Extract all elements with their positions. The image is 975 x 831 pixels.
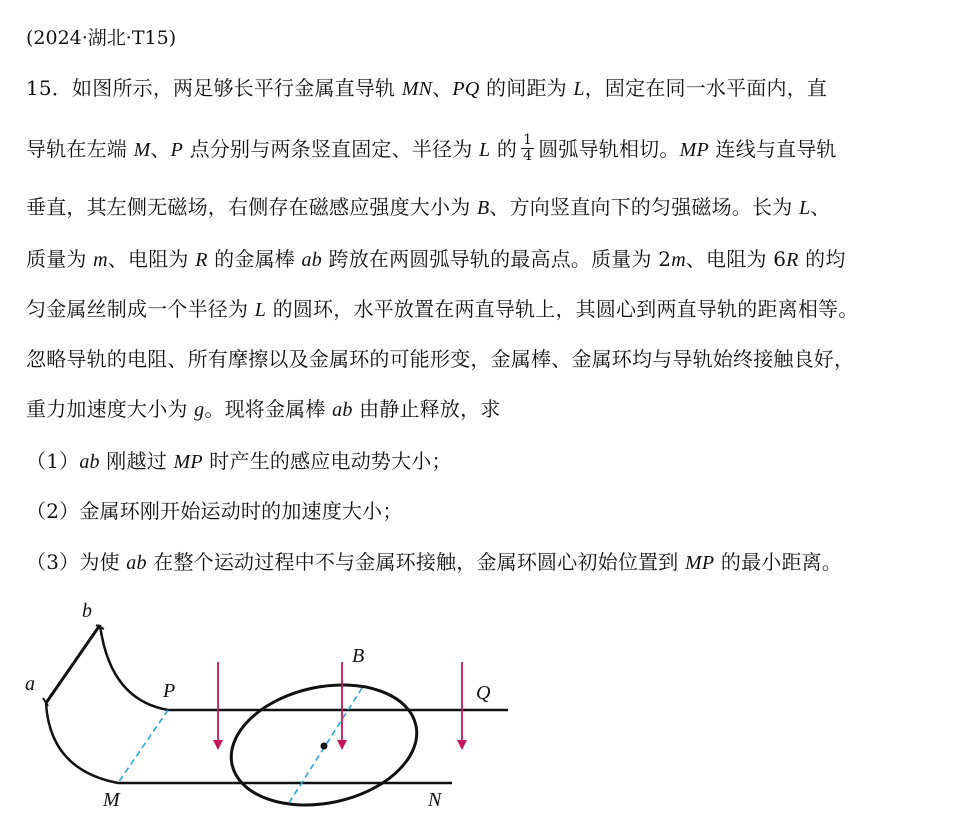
text-run: 连线与直导轨: [708, 137, 837, 161]
label-q: Q: [476, 682, 491, 704]
text-run: 、电阻为 6: [685, 247, 787, 271]
label-b: b: [82, 600, 92, 622]
question-line: [26, 394, 501, 425]
math-symbol: g: [194, 399, 205, 421]
label-p: P: [163, 680, 176, 702]
math-symbol: MP: [173, 451, 203, 473]
text-run: 、方向竖直向下的匀强磁场。长为: [489, 195, 799, 219]
arc-rail-upper: [100, 625, 168, 710]
text-run: 的金属棒: [207, 247, 302, 271]
math-symbol: ab: [332, 399, 353, 421]
text-run: 、电阻为: [107, 247, 196, 271]
text-run: （2）金属环刚开始运动时的加速度大小；: [26, 499, 403, 523]
text-run: 跨放在两圆弧导轨的最高点。质量为 2: [321, 247, 672, 271]
arc-rail-lower: [46, 703, 118, 783]
math-symbol: R: [195, 249, 208, 271]
text-run: 刚越过: [99, 449, 174, 473]
text-run: 的: [490, 137, 518, 161]
question-line: [26, 547, 842, 578]
mp-dashed-line: [118, 710, 168, 783]
math-symbol: ab: [126, 552, 147, 574]
text-run: 重力加速度大小为: [26, 397, 195, 421]
fraction-numerator: 1: [523, 132, 533, 148]
math-symbol: L: [798, 197, 811, 219]
text-run: 15．如图所示，两足够长平行金属直导轨: [26, 76, 402, 100]
rail-ring-figure: [0, 590, 560, 825]
text-run: 、: [150, 137, 171, 161]
text-run: 点分别与两条竖直固定、半径为: [183, 137, 479, 161]
label-field-b: B: [352, 645, 365, 667]
math-symbol: L: [573, 78, 585, 100]
math-symbol: ab: [301, 249, 322, 271]
text-run: 、: [432, 76, 453, 100]
text-run: （3）为使: [26, 550, 127, 574]
fraction-denominator: 4: [523, 148, 533, 164]
text-run: 垂直，其左侧无磁场，右侧存在磁感应强度大小为: [26, 195, 477, 219]
text-run: 的间距为: [479, 76, 574, 100]
question-line: [26, 294, 858, 325]
math-symbol: M: [133, 139, 151, 161]
text-run: 的均: [798, 247, 846, 271]
question-line: [26, 73, 827, 104]
math-symbol: R: [786, 249, 799, 271]
question-line: [26, 192, 830, 223]
math-symbol: MP: [679, 139, 709, 161]
metal-rod-ab: [46, 625, 100, 703]
text-run: 匀金属丝制成一个半径为: [26, 297, 255, 321]
question-line: [26, 446, 452, 477]
question-line: [26, 244, 846, 275]
text-run: 由静止释放，求: [352, 397, 501, 421]
question-line: [26, 134, 837, 166]
label-m: M: [103, 789, 120, 811]
text-run: 导轨在左端: [26, 137, 134, 161]
text-run: 、: [810, 195, 831, 219]
text-run: 。现将金属棒: [204, 397, 333, 421]
math-symbol: PQ: [452, 78, 480, 100]
fraction: [521, 133, 534, 164]
math-symbol: L: [254, 299, 267, 321]
text-run: （1）: [26, 449, 80, 473]
ring-center-dot: [321, 743, 328, 750]
text-run: 的圆环，水平放置在两直导轨上，其圆心到两直导轨的距离相等。: [266, 297, 859, 321]
question-source: (2024·湖北·T15): [26, 27, 177, 49]
text-run: 在整个运动过程中不与金属环接触，金属环圆心初始位置到: [146, 550, 686, 574]
label-a: a: [25, 673, 35, 695]
math-symbol: MN: [401, 78, 433, 100]
text-run: ，固定在同一水平面内，直: [584, 76, 828, 100]
question-line: [26, 496, 403, 526]
question-line: [26, 344, 854, 374]
math-symbol: m: [93, 249, 108, 271]
math-symbol: B: [476, 197, 490, 219]
text-run: 圆弧导轨相切。: [538, 137, 680, 161]
math-symbol: ab: [79, 451, 100, 473]
math-symbol: L: [478, 139, 491, 161]
text-run: 的最小距离。: [714, 550, 843, 574]
text-run: 质量为: [26, 247, 94, 271]
text-run: 时产生的感应电动势大小；: [202, 449, 452, 473]
math-symbol: m: [671, 249, 686, 271]
label-n: N: [428, 789, 442, 811]
math-symbol: P: [170, 139, 184, 161]
text-run: 忽略导轨的电阻、所有摩擦以及金属环的可能形变，金属棒、金属环均与导轨始终接触良好，: [26, 347, 855, 371]
math-symbol: MP: [685, 552, 715, 574]
